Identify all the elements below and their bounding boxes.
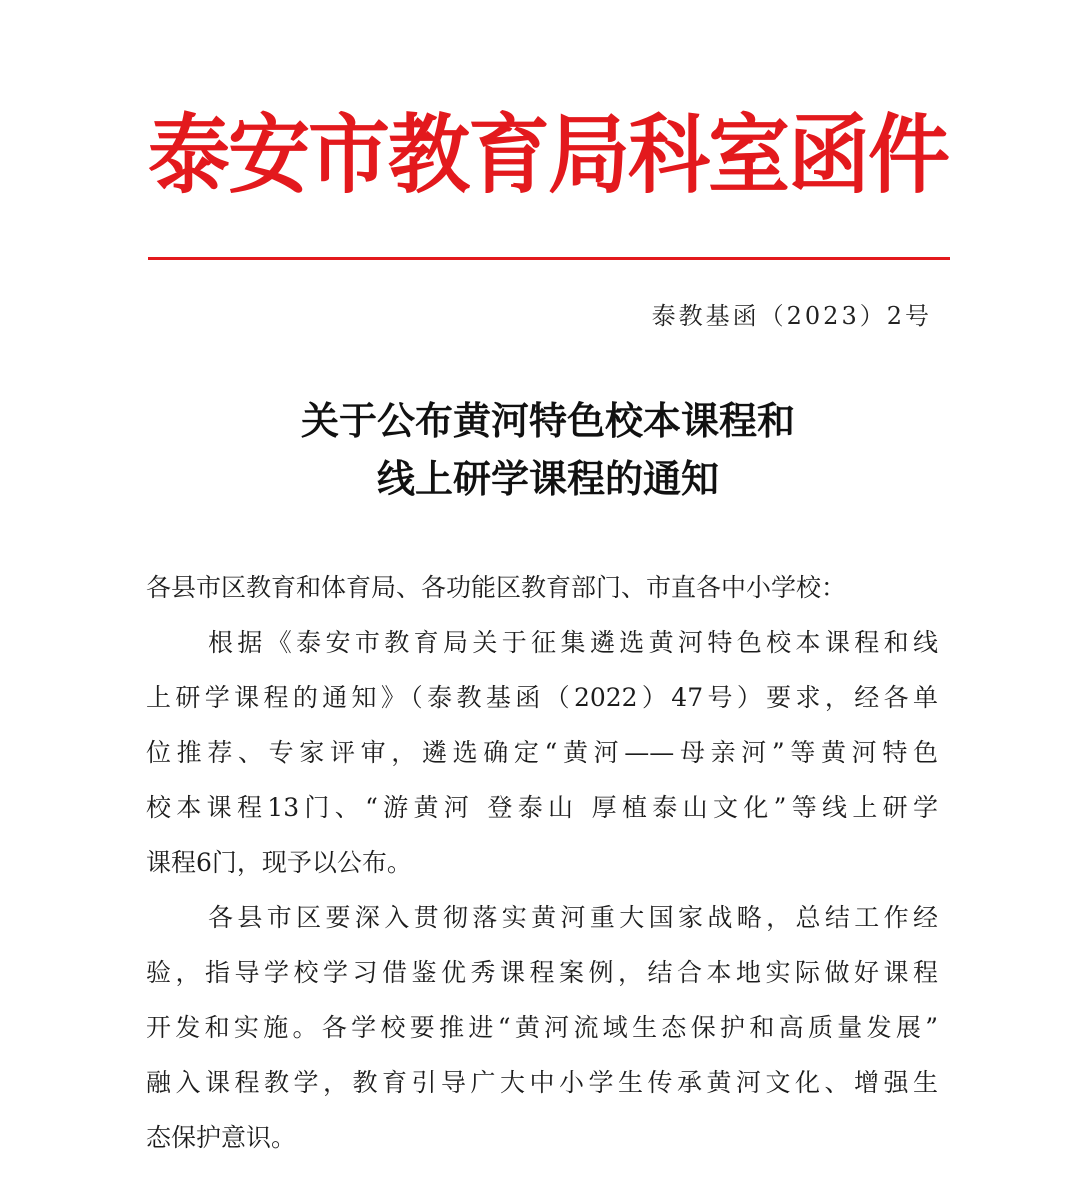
paragraph-1-line: 位推荐、专家评审，遴选确定“黄河——母亲河”等黄河特色 — [146, 738, 938, 767]
red-divider-line — [148, 257, 950, 260]
paragraph-2-line: 开发和实施。各学校要推进“黄河流域生态保护和高质量发展” — [146, 1013, 938, 1042]
paragraph-2-line: 验，指导学校学习借鉴优秀课程案例，结合本地实际做好课程 — [146, 958, 938, 987]
paragraph-2-line: 态保护意识。 — [146, 1123, 297, 1152]
masthead-title: 泰安市教育局科室函件 — [147, 104, 948, 206]
paragraph-1-line: 根据《泰安市教育局关于征集遴选黄河特色校本课程和线 — [208, 628, 938, 657]
notice-title-line: 关于公布黄河特色校本课程和 — [300, 399, 795, 443]
paragraph-1-line: 上研学课程的通知》（泰教基函（2022）47号）要求，经各单 — [146, 683, 938, 712]
notice-title-line: 线上研学课程的通知 — [376, 457, 719, 501]
paragraph-1-line: 课程6门，现予以公布。 — [146, 848, 412, 877]
notice-title — [146, 392, 950, 508]
notice-body — [146, 560, 938, 1165]
paragraph-2-line: 各县市区要深入贯彻落实黄河重大国家战略，总结工作经 — [208, 903, 938, 932]
document-number: 泰教基函（2023）2号 — [651, 302, 932, 330]
salutation: 各县市区教育和体育局、各功能区教育部门、市直各中小学校： — [146, 573, 847, 602]
paragraph-1-line: 校本课程13门、“游黄河 登泰山 厚植泰山文化”等线上研学 — [146, 793, 938, 822]
paragraph-2-line: 融入课程教学，教育引导广大中小学生传承黄河文化、增强生 — [146, 1068, 938, 1097]
